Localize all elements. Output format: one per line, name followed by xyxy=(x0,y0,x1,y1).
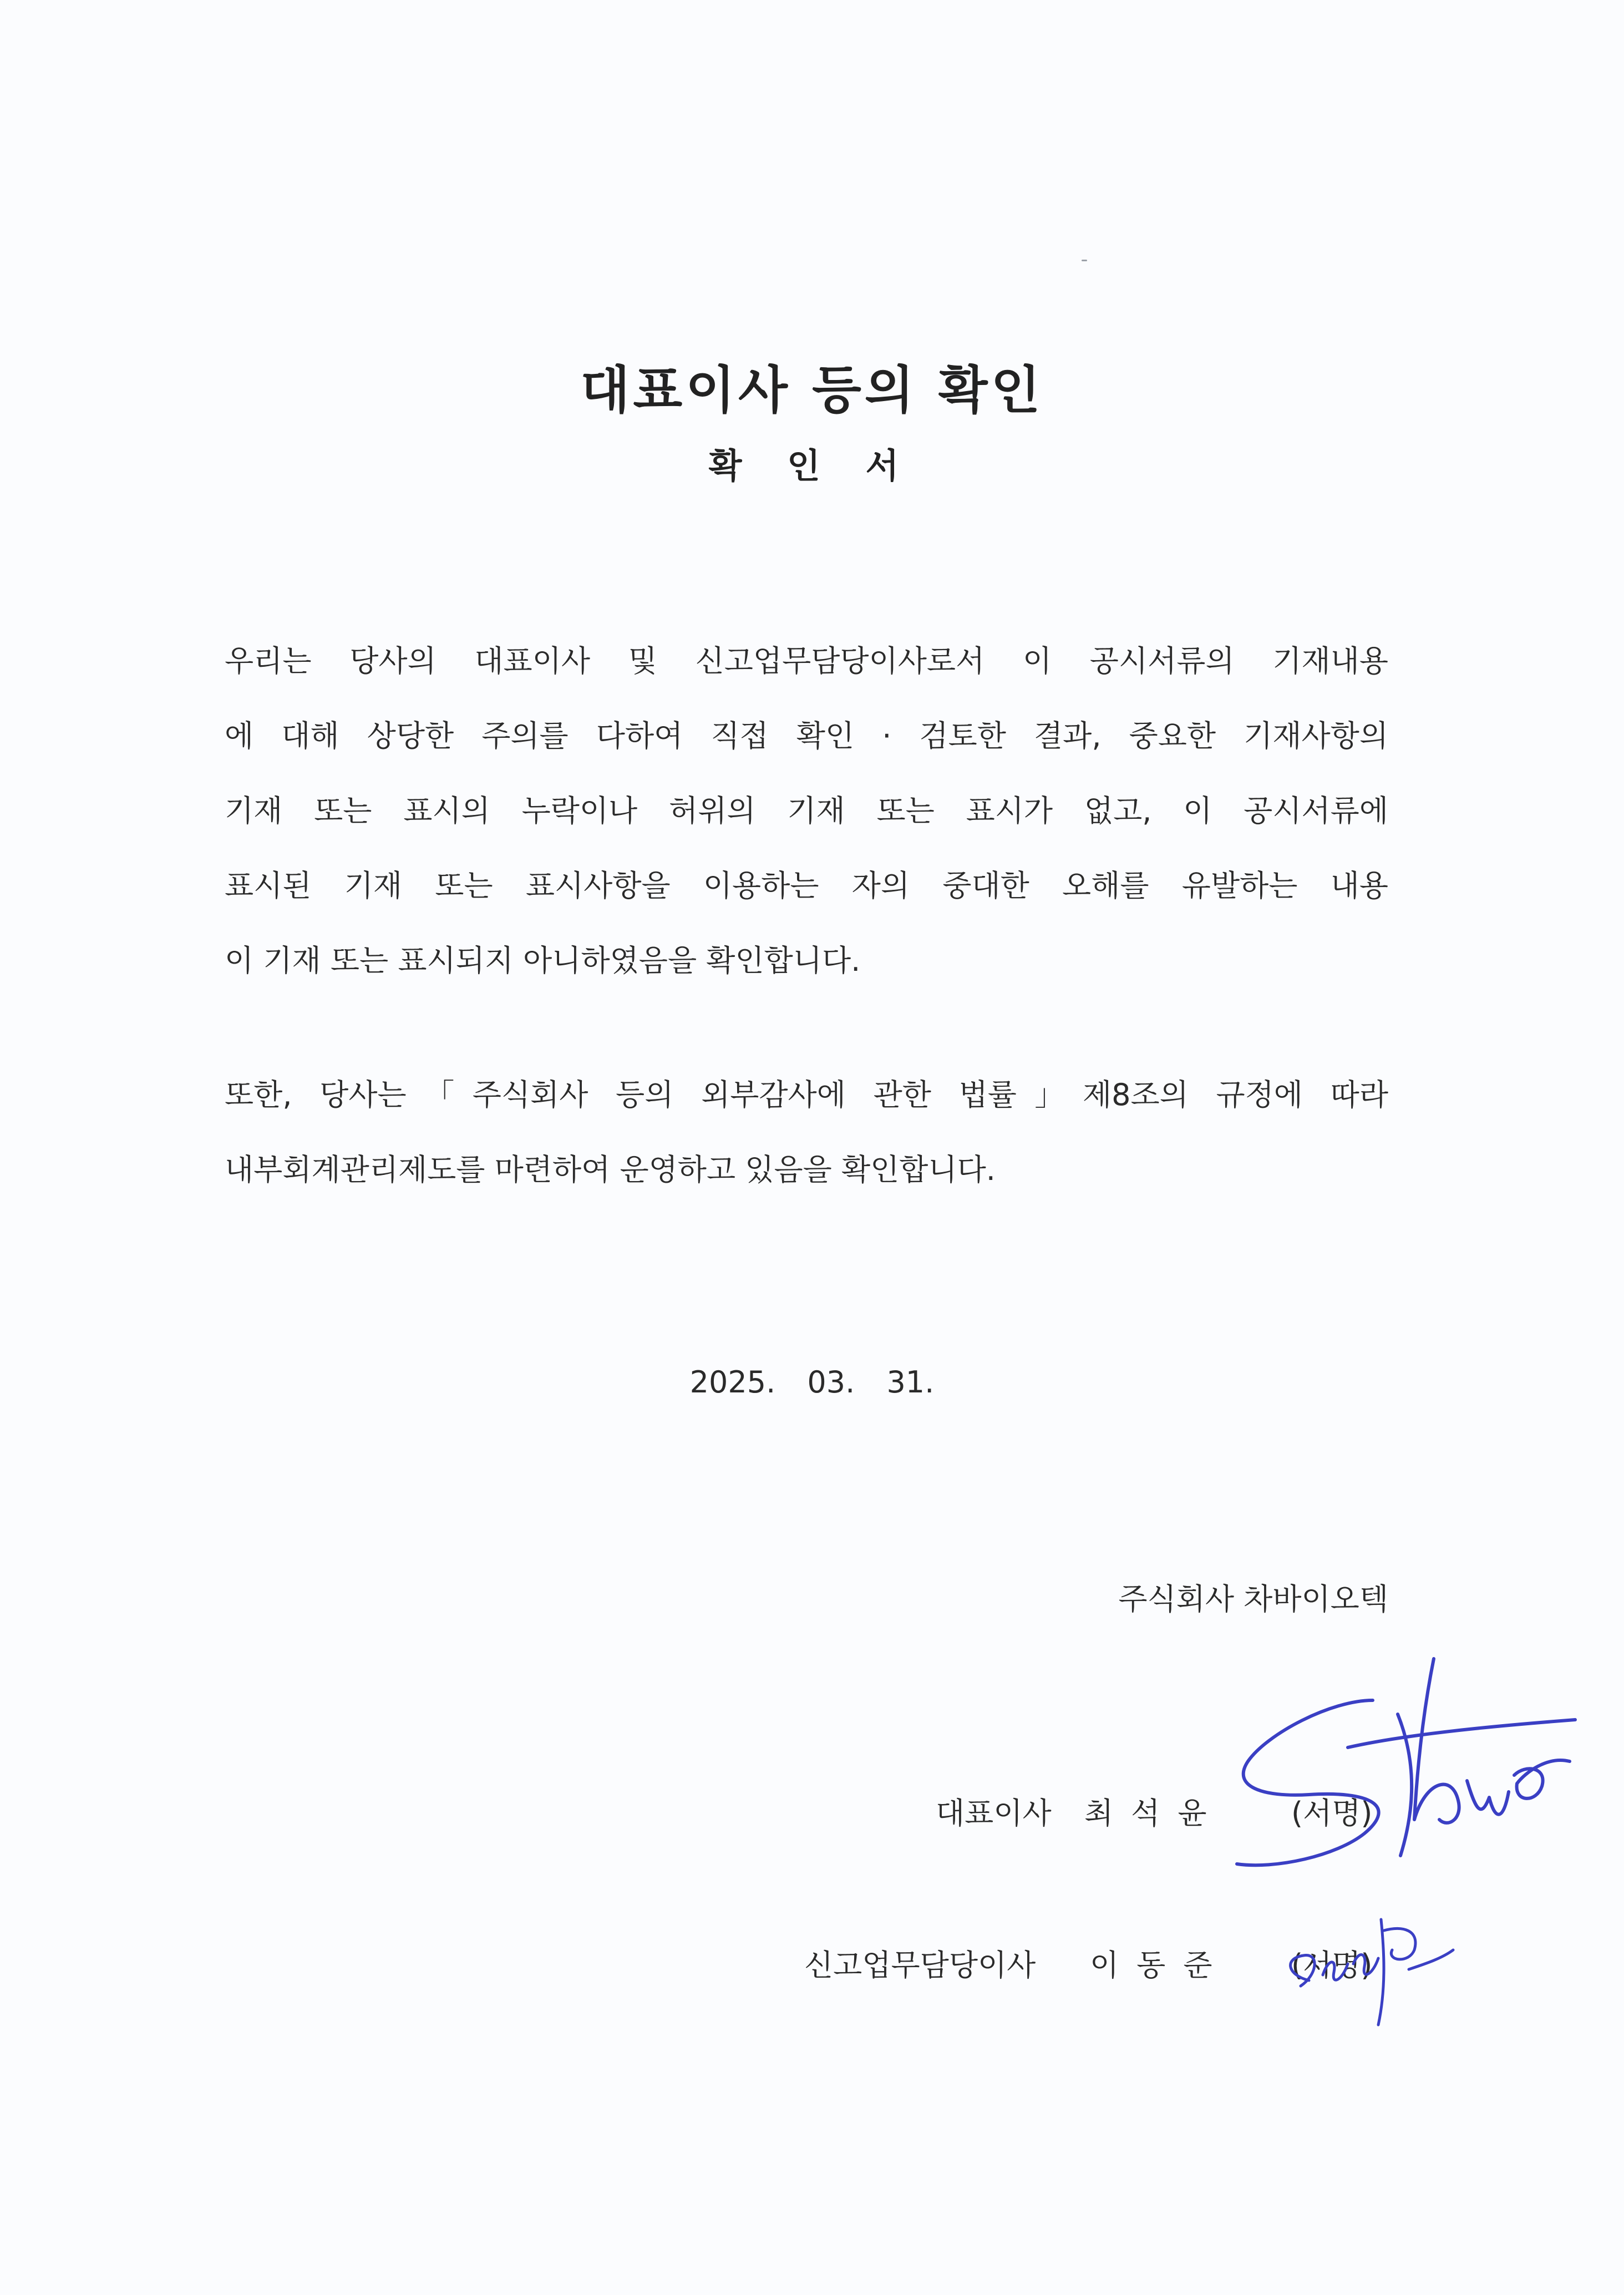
paragraph-line: 에 대해 상당한 주의를 다하여 직접 확인 · 검토한 결과, 중요한 기재사항의 xyxy=(225,718,1388,753)
paragraph-line: 기재 또는 표시의 누락이나 허위의 기재 또는 표시가 없고, 이 공시서류에 xyxy=(225,793,1388,828)
internal-control-paragraph xyxy=(225,1076,1388,1189)
confirmation-paragraph xyxy=(225,642,1388,980)
paragraph-line: 또한, 당사는「주식회사 등의 외부감사에 관한 법률」제8조의 규정에 따라 xyxy=(225,1077,1388,1112)
document-subtitle: 확 인 서 xyxy=(708,445,916,486)
paragraph-line: 표시된 기재 또는 표시사항을 이용하는 자의 중대한 오해를 유발하는 내용 xyxy=(225,868,1388,903)
document-date: 2025. 03. 31. xyxy=(689,1365,935,1400)
signer-role: 신고업무담당이사 xyxy=(804,1948,1036,1983)
document-title: 대표이사 등의 확인 xyxy=(580,361,1044,420)
company-name: 주식회사 차바이오텍 xyxy=(1118,1582,1388,1617)
scan-speck xyxy=(1082,260,1087,261)
signer-name: 최석윤 xyxy=(1084,1796,1225,1831)
signature-mark-label: (서명) xyxy=(1291,1796,1373,1831)
paragraph-line: 내부회계관리제도를 마련하여 운영하고 있음을 확인합니다. xyxy=(225,1152,996,1187)
signer-role: 대표이사 xyxy=(936,1796,1052,1831)
handwritten-signature-ceo xyxy=(1215,1637,1592,1875)
paragraph-line: 우리는 당사의 대표이사 및 신고업무담당이사로서 이 공시서류의 기재내용 xyxy=(225,644,1388,678)
signer-name: 이동준 xyxy=(1090,1948,1230,1983)
paragraph-line: 이 기재 또는 표시되지 아니하였음을 확인합니다. xyxy=(225,943,861,978)
signature-mark-label: (서명) xyxy=(1291,1948,1373,1983)
